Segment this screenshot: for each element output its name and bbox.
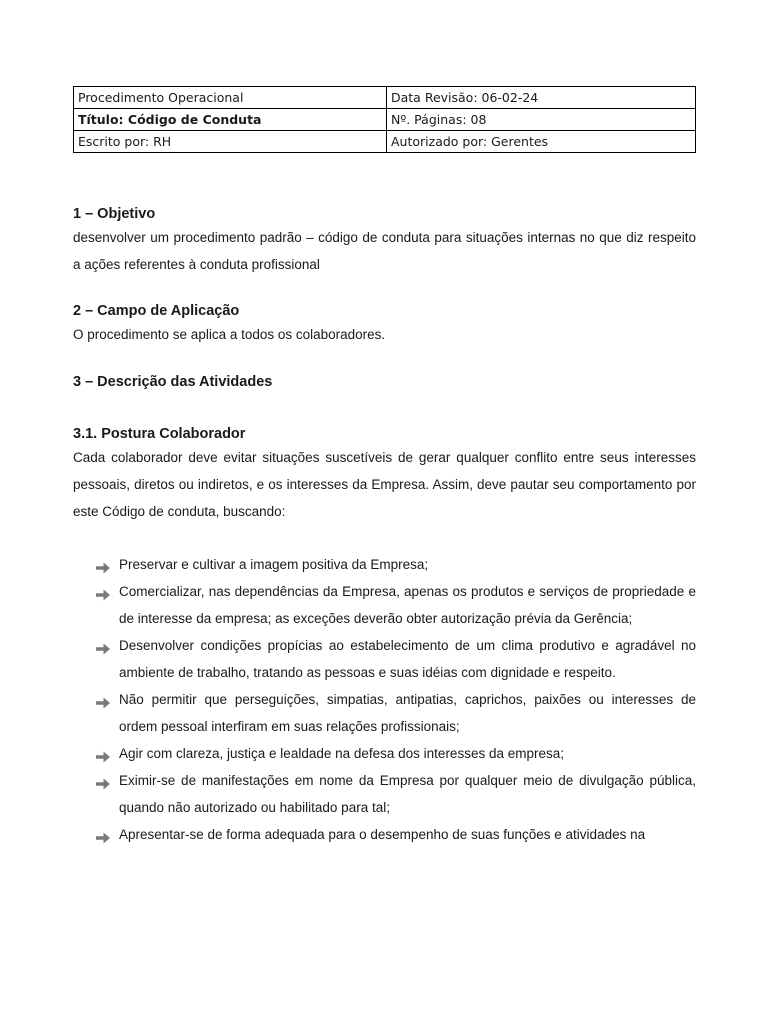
document-title-cell: Título: Código de Conduta [74, 109, 387, 131]
authorized-by-cell: Autorizado por: Gerentes [387, 131, 696, 153]
right-arrow-icon [95, 638, 111, 652]
header-row [74, 87, 696, 109]
subsection-text-postura: Cada colaborador deve evitar situações suscetíveis de gerar qualquer conflito entre seus interesses pessoais, diretos ou indiretos, e os interesses da Empresa. Assim, deve pautar seu comportamento por este Código de conduta, buscando: [73, 450, 696, 519]
procedure-type-cell: Procedimento Operacional [74, 87, 387, 109]
bullet-text: Preservar e cultivar a imagem positiva da Empresa; [119, 557, 429, 572]
bullet-item [73, 686, 696, 740]
bullet-item [73, 551, 696, 578]
bullet-text: Apresentar-se de forma adequada para o desempenho de suas funções e atividades na [119, 827, 646, 842]
right-arrow-icon [95, 773, 111, 787]
conduct-bullet-list [73, 551, 696, 848]
header-row [74, 109, 696, 131]
bullet-text: Não permitir que perseguições, simpatias, antipatias, caprichos, paixões ou interesses de ordem pessoal interfiram em suas relações profissionais; [119, 692, 696, 734]
section-text-campo-aplicacao: O procedimento se aplica a todos os colaboradores. [73, 327, 386, 342]
bullet-item [73, 821, 696, 848]
right-arrow-icon [95, 557, 111, 571]
bullet-item [73, 767, 696, 821]
bullet-item [73, 632, 696, 686]
right-arrow-icon [95, 827, 111, 841]
bullet-text: Eximir-se de manifestações em nome da Empresa por qualquer meio de divulgação pública, quando não autorizado ou habilitado para tal; [119, 773, 696, 815]
right-arrow-icon [95, 584, 111, 598]
revision-date-cell: Data Revisão: 06-02-24 [387, 87, 696, 109]
page-count-cell: Nº. Páginas: 08 [387, 109, 696, 131]
header-row [74, 131, 696, 153]
section-heading-objetivo: 1 – Objetivo [73, 206, 156, 222]
bullet-item [73, 578, 696, 632]
document-page [73, 86, 696, 848]
section-text-objetivo: desenvolver um procedimento padrão – código de conduta para situações internas no que diz respeito a ações referentes à conduta profissional [73, 230, 696, 272]
bullet-text: Comercializar, nas dependências da Empresa, apenas os produtos e serviços de propriedade e de interesse da empresa; as exceções deverão obter autorização prévia da Gerência; [119, 584, 696, 626]
written-by-cell: Escrito por: RH [74, 131, 387, 153]
right-arrow-icon [95, 746, 111, 760]
bullet-text: Desenvolver condições propícias ao estabelecimento de um clima produtivo e agradável no ambiente de trabalho, tratando as pessoas e suas idéias com dignidade e respeito. [119, 638, 696, 680]
section-heading-descricao-atividades: 3 – Descrição das Atividades [73, 374, 273, 390]
bullet-text: Agir com clareza, justiça e lealdade na defesa dos interesses da empresa; [119, 746, 564, 761]
subsection-heading-postura: 3.1. Postura Colaborador [73, 426, 246, 442]
section-heading-campo-aplicacao: 2 – Campo de Aplicação [73, 303, 240, 319]
right-arrow-icon [95, 692, 111, 706]
bullet-item [73, 740, 696, 767]
document-header-table [73, 86, 696, 153]
